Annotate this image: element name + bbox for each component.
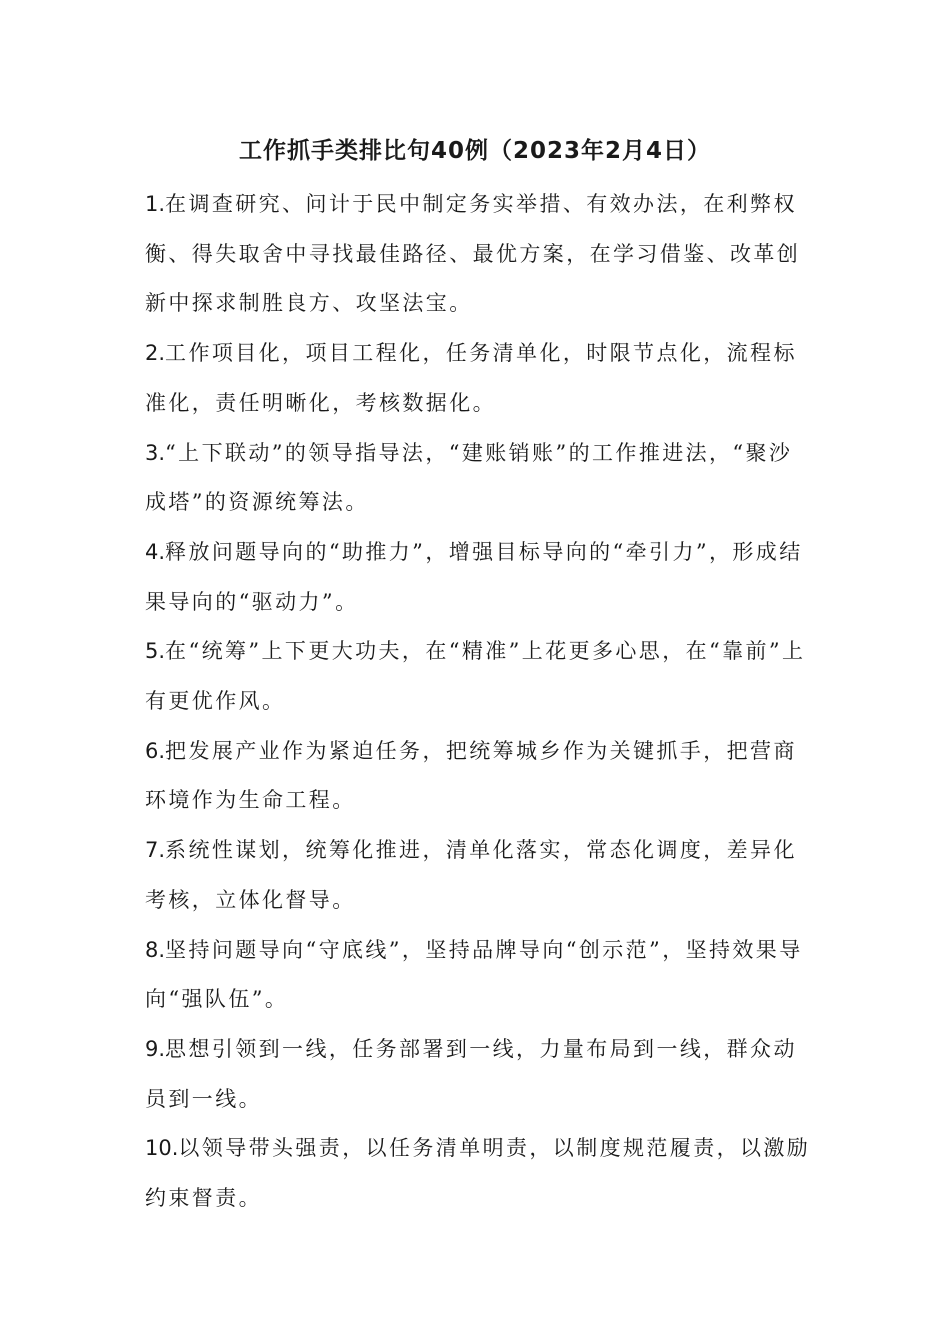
item-number: 3. bbox=[145, 440, 166, 465]
list-item bbox=[145, 429, 815, 528]
list-item bbox=[145, 727, 815, 826]
item-text: “上下联动”的领导指导法，“建账销账”的工作推进法，“聚沙成塔”的资源统筹法。 bbox=[145, 440, 793, 515]
item-text: 把发展产业作为紧迫任务，把统筹城乡作为关键抓手，把营商环境作为生命工程。 bbox=[145, 738, 797, 813]
item-number: 6. bbox=[145, 738, 166, 763]
item-number: 7. bbox=[145, 838, 166, 863]
document-title: 工作抓手类排比句40例（2023年2月4日） bbox=[238, 138, 712, 164]
item-text: 系统性谋划，统筹化推进，清单化落实，常态化调度，差异化考核，立体化督导。 bbox=[145, 838, 797, 912]
item-text: 释放问题导向的“助推力”，增强目标导向的“牵引力”，形成结果导向的“驱动力”。 bbox=[145, 539, 803, 614]
document-body bbox=[145, 180, 815, 1224]
item-number: 8. bbox=[145, 937, 166, 962]
item-number: 10. bbox=[145, 1136, 179, 1161]
item-number: 1. bbox=[145, 192, 166, 216]
item-number: 4. bbox=[145, 539, 166, 564]
item-text: 以领导带头强责，以任务清单明责，以制度规范履责，以激励约束督责。 bbox=[145, 1136, 811, 1211]
list-item bbox=[145, 826, 815, 925]
list-item bbox=[145, 1025, 815, 1124]
item-text: 在调查研究、问计于民中制定务实举措、有效办法，在利弊权衡、得失取舍中寻找最佳路径、最优方案，在学习借鉴、改革创新中探求制胜良方、攻坚法宝。 bbox=[145, 192, 801, 316]
item-number: 5. bbox=[145, 639, 166, 664]
list-item bbox=[145, 1124, 815, 1223]
item-text: 在“统筹”上下更大功夫，在“精准”上花更多心思，在“靠前”上有更优作风。 bbox=[145, 639, 806, 714]
item-text: 工作项目化，项目工程化，任务清单化，时限节点化，流程标准化，责任明晰化，考核数据化。 bbox=[145, 341, 797, 415]
list-item bbox=[145, 926, 815, 1025]
item-text: 思想引领到一线，任务部署到一线，力量布局到一线，群众动员到一线。 bbox=[145, 1036, 797, 1111]
item-number: 9. bbox=[145, 1036, 166, 1061]
list-item bbox=[145, 528, 815, 627]
list-item bbox=[145, 627, 815, 726]
item-text: 坚持问题导向“守底线”，坚持品牌导向“创示范”，坚持效果导向“强队伍”。 bbox=[145, 937, 803, 1012]
list-item bbox=[145, 180, 815, 329]
list-item bbox=[145, 329, 815, 428]
item-number: 2. bbox=[145, 341, 166, 366]
